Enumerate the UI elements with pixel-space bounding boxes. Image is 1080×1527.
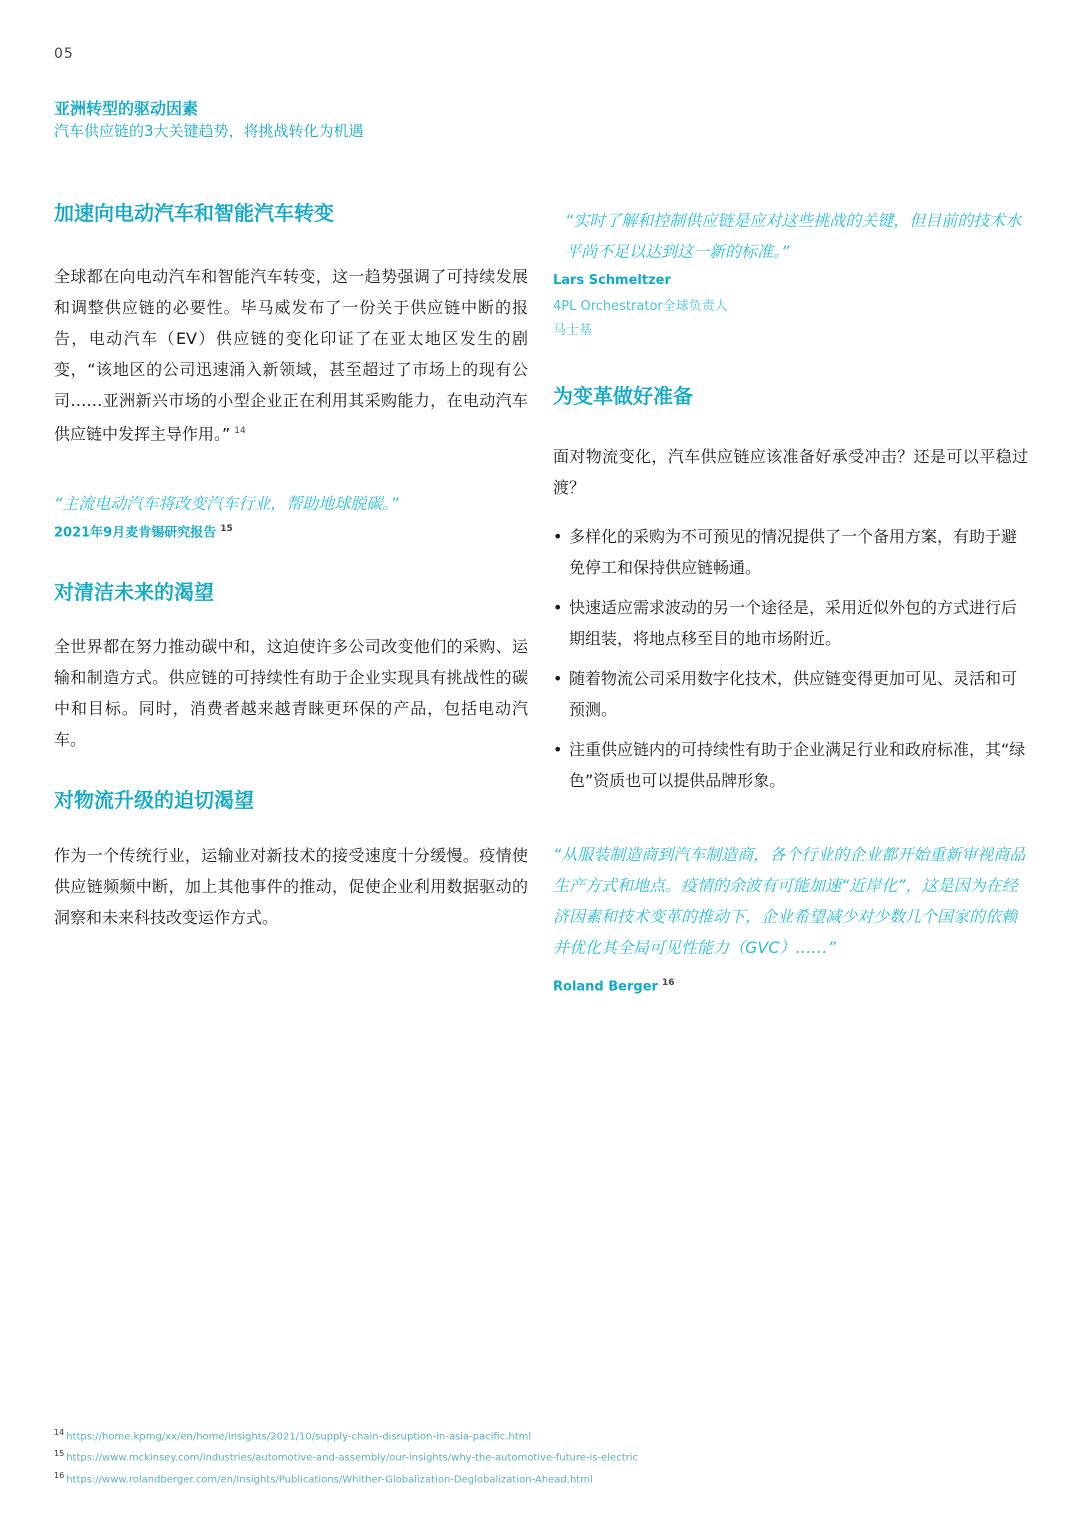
section-heading-ev: 加速向电动汽车和智能汽车转变	[54, 201, 334, 225]
pull-quote-maersk	[553, 205, 1028, 343]
list-item: • 多样化的采购为不可预见的情况提供了一个备用方案，有助于避免停工和保持供应链畅通。	[553, 521, 1028, 583]
footnote-link[interactable]: https://www.rolandberger.com/en/Insights/Publications/Whither-Globalization-Deglobalization-Ahead.html	[66, 1473, 593, 1485]
left-column	[54, 198, 528, 933]
bullet-list	[553, 521, 1028, 796]
footnote-link[interactable]: https://home.kpmg/xx/en/home/insights/2021/10/supply-chain-disruption-in-asia-pacific.html	[66, 1431, 532, 1443]
footnote-ref-16[interactable]: 16	[661, 978, 675, 988]
footnote-ref-14[interactable]: 14	[234, 426, 246, 436]
page-title: 亚洲转型的驱动因素	[54, 99, 199, 118]
page-subtitle: 汽车供应链的3大关键趋势，将挑战转化为机遇	[54, 122, 364, 140]
quote-name: Lars Schmeltzer	[553, 273, 671, 288]
quote-text: “从服装制造商到汽车制造商，各个行业的企业都开始重新审视商品生产方式和地点。疫情的余波有可能加速“近岸化”，这是因为在经济因素和技术变革的推动下，企业希望减少对少数几个国家的依赖并优化其全局可见性能力（GVC）……”	[553, 845, 1026, 957]
pull-quote-roland-berger	[553, 839, 1028, 997]
page-number: 05	[54, 46, 74, 62]
footnote-15: $^{15}$ https://www.mckinsey.com/industries/automotive-and-assembly/our-insights/why-the-automotive-future-is-electric	[54, 1449, 639, 1464]
footnotes	[54, 1424, 754, 1488]
right-column	[553, 205, 1028, 997]
list-item: • 快速适应需求波动的另一个途径是，采用近似外包的方式进行后期组装，将地点移至目的地市场附近。	[553, 592, 1028, 654]
quote-org: 马士基	[553, 323, 593, 338]
section-heading-logistics: 对物流升级的迫切渴望	[54, 787, 254, 812]
list-item: • 注重供应链内的可持续性有助于企业满足行业和政府标准，其“绿色”资质也可以提供品牌形象。	[553, 734, 1028, 796]
pull-quote-mckinsey	[54, 488, 528, 543]
section-body-ev: 全球都在向电动汽车和智能汽车转变，这一趋势强调了可持续发展和调整供应链的必要性。毕马威发布了一份关于供应链中断的报告，电动汽车（EV）供应链的变化印证了在亚太地区发生的剧变，“该地区的公司迅速涌入新领域，甚至超过了市场上的现有公司……亚洲新兴市场的小型企业正在利用其采购能力，在电动汽车供应链中发挥主导作用。” $^{14}$	[54, 267, 528, 444]
section-body-clean-future: 全世界都在努力推动碳中和，这迫使许多公司改变他们的采购、运输和制造方式。供应链的可持续性有助于企业实现具有挑战性的碳中和目标。同时，消费者越来越青睐更环保的产品，包括电动汽车。	[54, 636, 528, 749]
footnote-16: $^{16}$ https://www.rolandberger.com/en/Insights/Publications/Whither-Globalization-Deglobalization-Ahead.html	[54, 1470, 593, 1485]
section-heading-prepare: 为变革做好准备	[553, 384, 693, 408]
quote-text: “实时了解和控制供应链是应对这些挑战的关键，但目前的技术水平尚不足以达到这一新的标准。”	[565, 211, 1022, 261]
quote-role: 4PL Orchestrator全球负责人	[553, 299, 728, 314]
footnote-link[interactable]: https://www.mckinsey.com/industries/automotive-and-assembly/our-insights/why-the-automotive-future-is-electric	[66, 1452, 639, 1464]
list-item: • 随着物流公司采用数字化技术，供应链变得更加可见、灵活和可预测。	[553, 663, 1028, 725]
footnote-14: $^{14}$ https://home.kpmg/xx/en/home/insights/2021/10/supply-chain-disruption-in-asia-pacific.html	[54, 1428, 532, 1443]
page-header	[54, 98, 654, 142]
section-intro-prepare: 面对物流变化，汽车供应链应该准备好承受冲击？还是可以平稳过渡？	[553, 447, 1028, 497]
section-body-logistics: 作为一个传统行业，运输业对新技术的接受速度十分缓慢。疫情使供应链频频中断，加上其他事件的推动，促使企业利用数据驱动的洞察和未来科技改变运作方式。	[54, 845, 528, 927]
footnote-ref-15[interactable]: 15	[220, 524, 233, 535]
quote-source: 2021年9月麦肯锡研究报告 $^{15}$	[54, 524, 233, 541]
quote-source: Roland Berger $^{16}$	[553, 978, 675, 995]
section-heading-clean-future: 对清洁未来的渴望	[54, 579, 214, 604]
quote-text: “主流电动汽车将改变汽车行业，帮助地球脱碳。”	[54, 494, 399, 514]
